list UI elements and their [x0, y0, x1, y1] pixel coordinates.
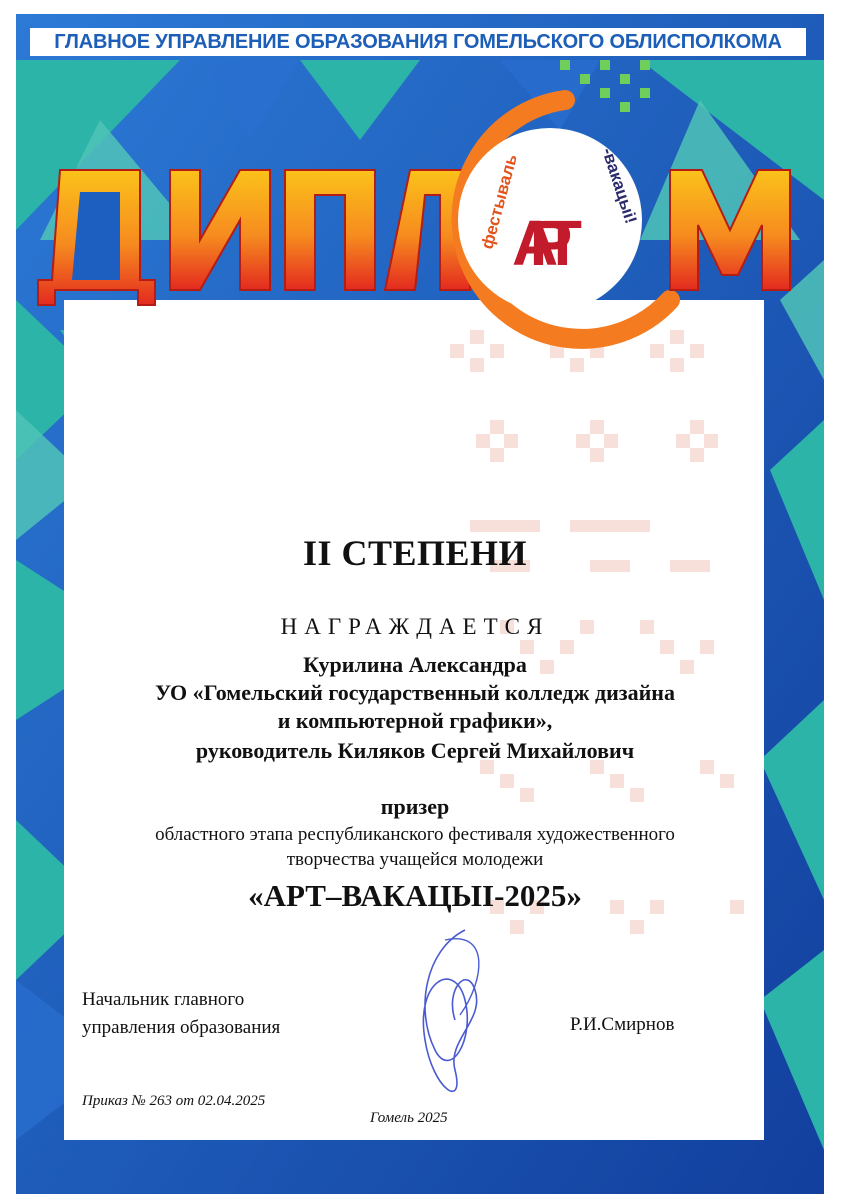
description-line-2: творчества учащейся молодежи: [286, 849, 544, 870]
logo-side-text: -вакацыі!: [598, 145, 641, 227]
award-degree: II СТЕПЕНИ: [302, 533, 528, 573]
signatory-position: [82, 986, 280, 1042]
description-line-1: областного этапа республиканского фестиваля художественного: [155, 824, 675, 845]
logo-top-text: фестываль: [477, 152, 522, 252]
institution-line-1: УО «Гомельский государственный колледж дизайна: [155, 680, 675, 705]
organization-title: ГЛАВНОЕ УПРАВЛЕНИЕ ОБРАЗОВАНИЯ ГОМЕЛЬСКОГО ОБЛИСПОЛКОМА: [54, 30, 782, 53]
signatory-position-line-1: Начальник главного: [82, 989, 245, 1010]
logo-center-text: АРТ: [512, 207, 582, 279]
recipient-name: Курилина Александра: [303, 652, 527, 677]
order-reference: Приказ № 263 от 02.04.2025: [82, 1093, 266, 1109]
city-year: Гомель 2025: [370, 1110, 448, 1126]
signature-icon: [395, 920, 515, 1120]
awarded-label: НАГРАЖДАЕТСЯ: [280, 614, 550, 639]
institution-line-2: и компьютерной графики»,: [277, 708, 553, 733]
signatory-position-line-2: управления образования: [82, 1017, 281, 1038]
prize-label: призер: [380, 794, 450, 819]
signatory-name: Р.И.Смирнов: [570, 1014, 675, 1035]
leader-line: руководитель Киляков Сергей Михайлович: [195, 738, 635, 763]
festival-name: «АРТ–ВАКАЦЫІ-2025»: [248, 878, 582, 913]
